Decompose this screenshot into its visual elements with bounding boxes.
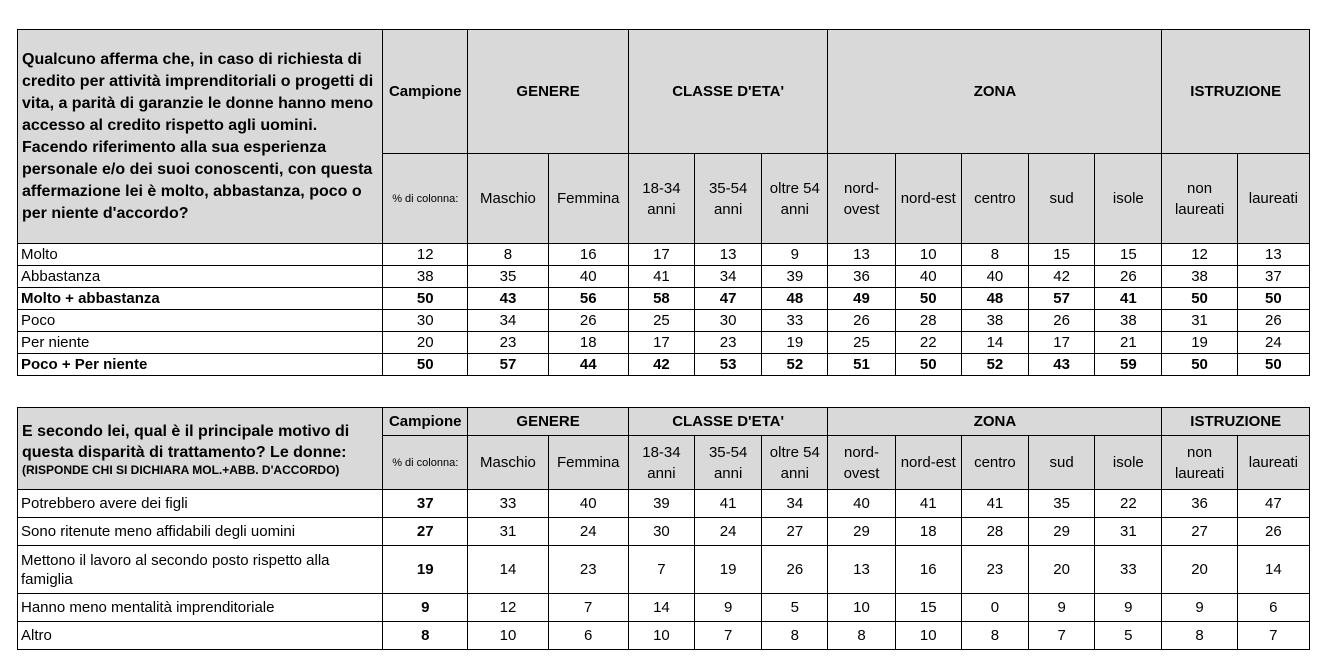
cell: 22 (895, 332, 961, 354)
cell: 50 (895, 354, 961, 376)
header-istruzione: ISTRUZIONE (1162, 408, 1310, 436)
cell: 9 (1029, 594, 1095, 622)
table-row (18, 310, 1310, 332)
cell: 8 (762, 622, 828, 650)
cell: 51 (828, 354, 895, 376)
row-label: Poco + Per niente (18, 354, 383, 376)
disparity-reason-table (17, 407, 1310, 650)
cell: 27 (1162, 518, 1237, 546)
header-18-34: 18-34 anni (628, 154, 694, 244)
cell: 50 (895, 288, 961, 310)
cell: 28 (895, 310, 961, 332)
header-col-pct: % di colonna: (383, 154, 468, 244)
header-genere: GENERE (468, 30, 628, 154)
header-oltre-54: oltre 54 anni (762, 154, 828, 244)
cell: 33 (762, 310, 828, 332)
cell: 26 (548, 310, 628, 332)
header-18-34: 18-34 anni (628, 436, 694, 490)
header-classe-eta: CLASSE D'ETA' (628, 30, 828, 154)
cell: 38 (1095, 310, 1162, 332)
cell: 12 (1162, 244, 1237, 266)
header-femmina: Femmina (548, 436, 628, 490)
cell: 25 (628, 310, 694, 332)
cell: 8 (1162, 622, 1237, 650)
header-classe-eta: CLASSE D'ETA' (628, 408, 828, 436)
cell: 41 (1095, 288, 1162, 310)
question-2 (18, 408, 383, 490)
header-maschio: Maschio (468, 436, 548, 490)
cell: 43 (1029, 354, 1095, 376)
cell: 9 (695, 594, 762, 622)
cell: 17 (628, 244, 694, 266)
cell: 26 (1237, 518, 1309, 546)
cell: 50 (1237, 354, 1309, 376)
cell: 17 (1029, 332, 1095, 354)
cell: 18 (895, 518, 961, 546)
cell: 15 (1029, 244, 1095, 266)
cell: 50 (1162, 288, 1237, 310)
cell: 6 (1237, 594, 1309, 622)
header-non-laureati: non laureati (1162, 436, 1237, 490)
cell: 19 (1162, 332, 1237, 354)
cell: 25 (828, 332, 895, 354)
cell: 37 (1237, 266, 1309, 288)
header-sud: sud (1029, 436, 1095, 490)
cell: 35 (1029, 490, 1095, 518)
header-isole: isole (1095, 154, 1162, 244)
cell: 57 (468, 354, 548, 376)
cell: 7 (548, 594, 628, 622)
header-oltre-54: oltre 54 anni (762, 436, 828, 490)
cell: 23 (961, 546, 1028, 594)
cell: 15 (1095, 244, 1162, 266)
cell: 42 (1029, 266, 1095, 288)
row-label: Sono ritenute meno affidabili degli uomini (18, 518, 383, 546)
cell: 14 (468, 546, 548, 594)
cell: 41 (895, 490, 961, 518)
table-row (18, 546, 1310, 594)
cell: 30 (628, 518, 694, 546)
header-laureati: laureati (1237, 436, 1309, 490)
cell: 9 (1162, 594, 1237, 622)
cell: 50 (383, 288, 468, 310)
cell: 26 (1029, 310, 1095, 332)
cell: 40 (548, 266, 628, 288)
cell: 12 (383, 244, 468, 266)
cell: 22 (1095, 490, 1162, 518)
header-sud: sud (1029, 154, 1095, 244)
table-row (18, 518, 1310, 546)
cell: 24 (695, 518, 762, 546)
cell: 26 (762, 546, 828, 594)
cell: 41 (961, 490, 1028, 518)
cell: 14 (628, 594, 694, 622)
question-1: Qualcuno afferma che, in caso di richiesta di credito per attività imprenditoriali o progetti di vita, a parità di garanzie le donne hanno meno accesso al credito rispetto agli uomini. Facendo riferimento alla sua esperienza personale e/o dei suoi conoscenti, con questa affermazione lei è molto, abbastanza, poco o per niente d'accordo? (18, 30, 383, 244)
cell: 23 (695, 332, 762, 354)
header-35-54: 35-54 anni (695, 436, 762, 490)
header-nord-ovest: nord-ovest (828, 436, 895, 490)
cell: 10 (828, 594, 895, 622)
cell: 9 (383, 594, 468, 622)
cell: 26 (828, 310, 895, 332)
cell: 38 (1162, 266, 1237, 288)
cell: 10 (468, 622, 548, 650)
cell: 18 (548, 332, 628, 354)
cell: 10 (895, 244, 961, 266)
cell: 40 (548, 490, 628, 518)
cell: 13 (695, 244, 762, 266)
cell: 56 (548, 288, 628, 310)
cell: 50 (1162, 354, 1237, 376)
cell: 8 (961, 622, 1028, 650)
cell: 10 (895, 622, 961, 650)
header-isole: isole (1095, 436, 1162, 490)
cell: 52 (762, 354, 828, 376)
cell: 10 (628, 622, 694, 650)
cell: 41 (695, 490, 762, 518)
row-label: Poco (18, 310, 383, 332)
table-row (18, 594, 1310, 622)
cell: 19 (762, 332, 828, 354)
header-nord-est: nord-est (895, 154, 961, 244)
cell: 0 (961, 594, 1028, 622)
table-row (18, 266, 1310, 288)
cell: 14 (1237, 546, 1309, 594)
row-label: Abbastanza (18, 266, 383, 288)
cell: 41 (628, 266, 694, 288)
cell: 9 (1095, 594, 1162, 622)
cell: 7 (628, 546, 694, 594)
cell: 13 (828, 244, 895, 266)
cell: 48 (961, 288, 1028, 310)
cell: 16 (895, 546, 961, 594)
cell: 30 (383, 310, 468, 332)
row-label: Altro (18, 622, 383, 650)
table-row (18, 244, 1310, 266)
cell: 8 (828, 622, 895, 650)
question-2-note: (RISPONDE CHI SI DICHIARA MOL.+ABB. D'ACCORDO) (22, 462, 340, 477)
cell: 16 (548, 244, 628, 266)
cell: 23 (468, 332, 548, 354)
cell: 50 (1237, 288, 1309, 310)
cell: 44 (548, 354, 628, 376)
cell: 31 (468, 518, 548, 546)
table-row (18, 622, 1310, 650)
cell: 36 (828, 266, 895, 288)
cell: 27 (383, 518, 468, 546)
cell: 47 (695, 288, 762, 310)
cell: 31 (1095, 518, 1162, 546)
cell: 28 (961, 518, 1028, 546)
header-35-54: 35-54 anni (695, 154, 762, 244)
header-centro: centro (961, 154, 1028, 244)
cell: 36 (1162, 490, 1237, 518)
cell: 21 (1095, 332, 1162, 354)
cell: 29 (828, 518, 895, 546)
cell: 14 (961, 332, 1028, 354)
cell: 26 (1237, 310, 1309, 332)
row-label: Molto (18, 244, 383, 266)
table-row (18, 288, 1310, 310)
header-istruzione: ISTRUZIONE (1162, 30, 1310, 154)
cell: 39 (762, 266, 828, 288)
cell: 8 (961, 244, 1028, 266)
cell: 15 (895, 594, 961, 622)
cell: 42 (628, 354, 694, 376)
header-zona: ZONA (828, 30, 1162, 154)
cell: 38 (961, 310, 1028, 332)
header-zona: ZONA (828, 408, 1162, 436)
cell: 20 (1029, 546, 1095, 594)
header-centro: centro (961, 436, 1028, 490)
cell: 39 (628, 490, 694, 518)
cell: 27 (762, 518, 828, 546)
cell: 37 (383, 490, 468, 518)
header-genere: GENERE (468, 408, 628, 436)
header-nord-ovest: nord-ovest (828, 154, 895, 244)
table-row (18, 490, 1310, 518)
header-non-laureati: non laureati (1162, 154, 1237, 244)
row-label: Potrebbero avere dei figli (18, 490, 383, 518)
cell: 17 (628, 332, 694, 354)
cell: 19 (695, 546, 762, 594)
table-row (18, 354, 1310, 376)
row-label: Molto + abbastanza (18, 288, 383, 310)
cell: 49 (828, 288, 895, 310)
cell: 34 (762, 490, 828, 518)
cell: 33 (468, 490, 548, 518)
header-femmina: Femmina (548, 154, 628, 244)
cell: 24 (548, 518, 628, 546)
cell: 57 (1029, 288, 1095, 310)
cell: 23 (548, 546, 628, 594)
cell: 6 (548, 622, 628, 650)
header-laureati: laureati (1237, 154, 1309, 244)
cell: 8 (383, 622, 468, 650)
cell: 33 (1095, 546, 1162, 594)
cell: 34 (468, 310, 548, 332)
cell: 47 (1237, 490, 1309, 518)
cell: 48 (762, 288, 828, 310)
cell: 8 (468, 244, 548, 266)
cell: 9 (762, 244, 828, 266)
cell: 7 (695, 622, 762, 650)
header-campione: Campione (383, 408, 468, 436)
row-label: Mettono il lavoro al secondo posto rispetto alla famiglia (18, 546, 383, 594)
credit-access-table (17, 29, 1310, 376)
row-label: Per niente (18, 332, 383, 354)
cell: 29 (1029, 518, 1095, 546)
header-nord-est: nord-est (895, 436, 961, 490)
cell: 13 (1237, 244, 1309, 266)
cell: 20 (383, 332, 468, 354)
cell: 5 (1095, 622, 1162, 650)
header-maschio: Maschio (468, 154, 548, 244)
header-campione: Campione (383, 30, 468, 154)
cell: 7 (1029, 622, 1095, 650)
cell: 13 (828, 546, 895, 594)
cell: 26 (1095, 266, 1162, 288)
cell: 19 (383, 546, 468, 594)
question-2-text: E secondo lei, qual è il principale motivo di questa disparità di trattamento? Le donne: (22, 422, 350, 461)
table-row (18, 332, 1310, 354)
cell: 5 (762, 594, 828, 622)
cell: 34 (695, 266, 762, 288)
cell: 35 (468, 266, 548, 288)
cell: 40 (961, 266, 1028, 288)
header-col-pct: % di colonna: (383, 436, 468, 490)
cell: 20 (1162, 546, 1237, 594)
cell: 30 (695, 310, 762, 332)
cell: 24 (1237, 332, 1309, 354)
cell: 52 (961, 354, 1028, 376)
cell: 43 (468, 288, 548, 310)
cell: 59 (1095, 354, 1162, 376)
cell: 31 (1162, 310, 1237, 332)
row-label: Hanno meno mentalità imprenditoriale (18, 594, 383, 622)
cell: 7 (1237, 622, 1309, 650)
cell: 58 (628, 288, 694, 310)
cell: 40 (828, 490, 895, 518)
cell: 38 (383, 266, 468, 288)
cell: 50 (383, 354, 468, 376)
cell: 40 (895, 266, 961, 288)
cell: 53 (695, 354, 762, 376)
cell: 12 (468, 594, 548, 622)
